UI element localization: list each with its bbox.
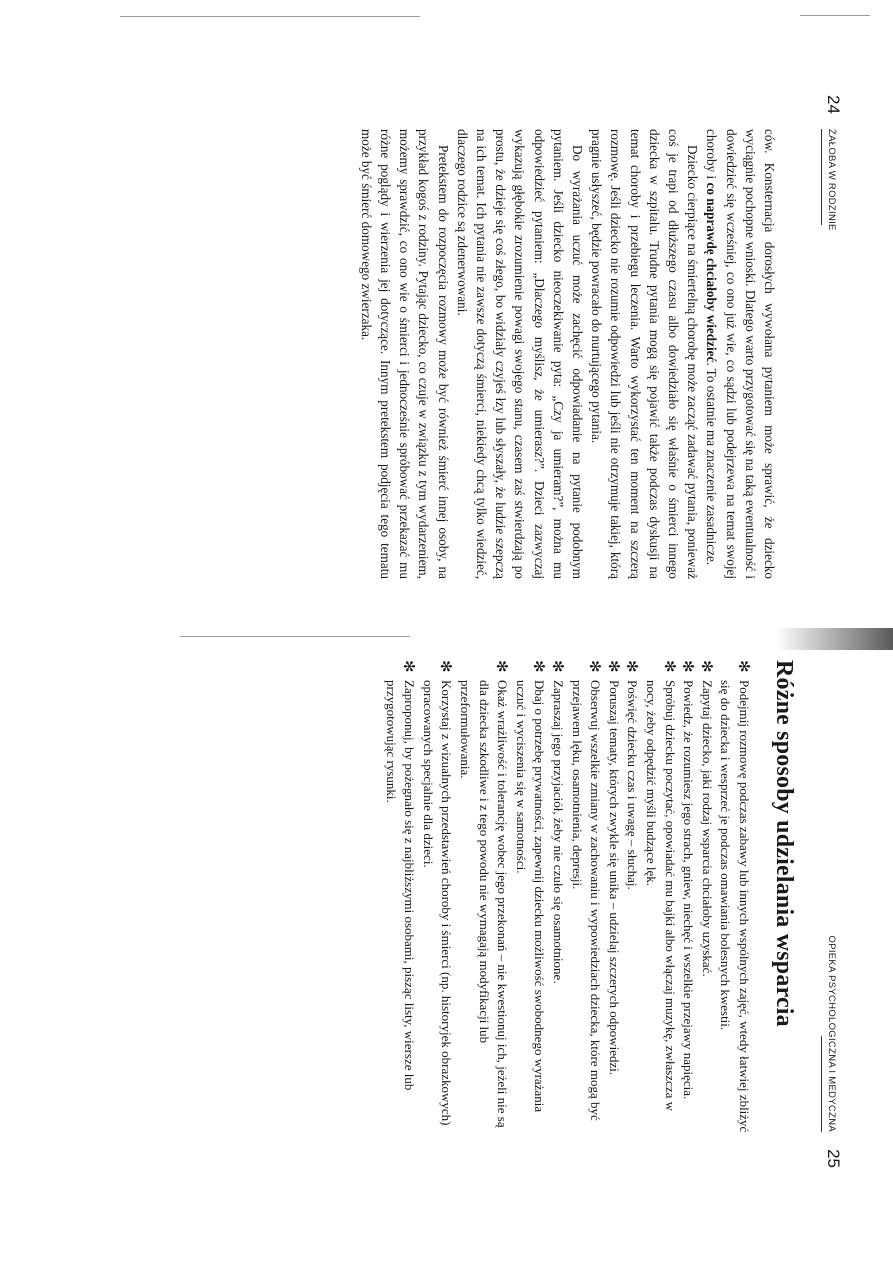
bullet-text: Zapytaj dziecko, jaki rodzaj wsparcia chciałoby uzyskać. xyxy=(699,680,715,977)
bullet-text: Zaproponuj, by pożegnało się z najbliższymi osobami, pisząc listy, wiersze lub przygotowując rysunki. xyxy=(383,680,418,1091)
paragraph-1: ców. Konsternacja dorosłych wywołana pytaniem może sprawić, że dziecko wyciągnie pochopne wnioski. Dlatego warto przygotować się na taką ewentualność i dowiedzieć się wcześniej, co ono już wie, co sądzi lub podejrzewa na temat swojej choroby i co naprawdę chciałoby wiedzieć. To ostatnie ma znaczenie zasadnicze. xyxy=(704,129,777,579)
bullet-item xyxy=(623,660,642,1138)
running-head: OPIEKA PSYCHOLOGICZNA I MEDYCZNA xyxy=(826,935,837,1132)
asterisk-bullet-icon: ✻ xyxy=(400,660,419,673)
bullet-text: Podejmij rozmowę podczas zabawy lub innych wspólnych zajęć, wtedy łatwiej zbliżyć się do dziecka i wesprzeć je podczas omawiania bolesnych kwestii. xyxy=(718,680,752,1133)
asterisk-bullet-icon: ✻ xyxy=(549,660,568,673)
bullet-text: Okaż wrażliwość i tolerancję wobec jego przekonań – nie kwestionuj ich, jeżeli nie są dla dziecka szkodliwe i z tego powodu nie wymagają modyfikacji lub przeformułowania. xyxy=(458,680,511,1128)
bullet-item xyxy=(697,660,716,1138)
paragraph-3: Do wyrażania uczuć może zachęcić odpowiadanie na pytanie podobnym pytaniem. Jeśli dziecko nieoczekiwanie pyta: „Czy ja umieram?”, można mu odpowiedzieć pytaniem: „Dlaczego myślisz, że umierasz?”. Dzieci zazwyczaj wykazują głębokie zrozumienie powagi swojego stanu, czasem zaś stwierdzają po prostu, że dzieje się coś złego, bo widziały czyjeś łzy lub słyszały, że ludzie szepczą na ich temat. Ich pytania nie zawsze dotyczą śmierci, niekiedy chcą tylko wiedzieć, dlaczego rodzice są zdenerwowani. xyxy=(454,129,585,579)
asterisk-bullet-icon: ✻ xyxy=(437,660,456,673)
bullet-text: Dbaj o potrzebę prywatności, zapewnij dziecku możliwość swobodnego wyrażania uczuć i wyciszenia się w samotności. xyxy=(513,680,548,1113)
asterisk-bullet-icon: ✻ xyxy=(586,660,605,673)
bullet-item xyxy=(567,660,604,1138)
header-rule xyxy=(821,1036,822,1132)
page-25 xyxy=(65,660,845,1180)
paragraph-2: Dziecko cierpiące na śmiertelną chorobę może zacząć zadawać pytania, ponieważ coś je trapi od dłuższego czasu albo dowiedziało się właśnie o śmierci innego dziecka w szpitalu. Trudne pytania mogą się pojawić także podczas dyskusji na temat choroby i przebiegu leczenia. Warto wykorzystać ten moment na szczerą rozmowę. Jeśli dziecko nie rozumie odpowiedzi lub jeśli nie otrzymuje takiej, którą pragnie usłyszeć, będzie powracało do nurtującego pytania. xyxy=(589,129,701,579)
book-gutter-shadow xyxy=(776,628,893,650)
bullet-text: Poświęć dziecku czas i uwagę – słuchaj. xyxy=(625,680,641,890)
bullet-item xyxy=(679,660,698,1138)
asterisk-bullet-icon: ✻ xyxy=(697,660,716,673)
asterisk-bullet-icon: ✻ xyxy=(679,660,698,673)
asterisk-bullet-icon: ✻ xyxy=(735,660,753,673)
body-text xyxy=(357,129,779,579)
running-head: ŻAŁOBA W RODZINIE xyxy=(826,129,837,231)
paragraph-4: Pretekstem do rozpoczęcia rozmowy może być również śmierć innej osoby, na przykład kogoś z rodziny. Pytając dziecko, co czuje w związku z tym wydarzeniem, możemy sprawdzić, co ono wie o śmierci i jednocześnie spróbować przekazać mu różne poglądy i wierzenia jej dotyczące. Innym pretekstem podjęcia tego tematu może być śmierć domowego zwierzaka. xyxy=(358,129,451,579)
bullet-item xyxy=(641,660,678,1138)
bullet-text: Zapraszaj jego przyjaciół, żeby nie czuło się osamotnione. xyxy=(551,680,567,984)
bullet-item xyxy=(548,660,567,1138)
support-bullet-list xyxy=(381,660,753,1138)
bullet-item xyxy=(418,660,455,1138)
asterisk-bullet-icon: ✻ xyxy=(660,660,679,673)
page-number: 24 xyxy=(824,95,843,114)
asterisk-bullet-icon: ✻ xyxy=(493,660,512,673)
bold-phrase: co naprawdę chciałoby wiedzieć xyxy=(704,182,720,363)
header-rule xyxy=(821,129,822,225)
page-number: 25 xyxy=(824,1149,843,1168)
page-header xyxy=(805,660,845,1180)
bullet-item xyxy=(716,660,753,1138)
asterisk-bullet-icon: ✻ xyxy=(604,660,623,673)
asterisk-bullet-icon: ✻ xyxy=(623,660,642,673)
bullet-item xyxy=(456,660,512,1138)
page-header xyxy=(805,95,845,625)
bullet-text: Poruszaj tematy, których zwykle się unika – udzielaj szczerych odpowiedzi. xyxy=(606,680,622,1076)
bullet-text: Powiedz, że rozumiesz jego strach, gniew, niechęć i wszelkie przejawy napięcia. xyxy=(681,680,697,1100)
section-title: Różne sposoby udzielania wsparcia xyxy=(771,660,797,1027)
scan-edge-mid xyxy=(180,636,410,637)
bullet-item xyxy=(511,660,548,1138)
bullet-text: Obserwuj wszelkie zmiany w zachowaniu i wypowiedziach dziecka, które mogą być przejawem lęku, osamotnienia, depresji. xyxy=(569,680,604,1121)
bullet-text: Korzystaj z wizualnych przedstawień choroby i śmierci (np. historyjek obrazkowych) opracowanych specjalnie dla dzieci. xyxy=(420,680,455,1126)
scan-edge-top-right xyxy=(800,15,870,16)
asterisk-bullet-icon: ✻ xyxy=(530,660,549,673)
bullet-item xyxy=(381,660,418,1138)
scan-edge-top-left xyxy=(120,16,420,17)
page-24 xyxy=(65,95,845,625)
bullet-item xyxy=(604,660,623,1138)
bullet-text: Spróbuj dziecku poczytać, opowiadać mu bajki albo włączaj muzykę, zwłaszcza w nocy, żeby odpędzić myśli budzące lęk. xyxy=(644,680,678,1111)
